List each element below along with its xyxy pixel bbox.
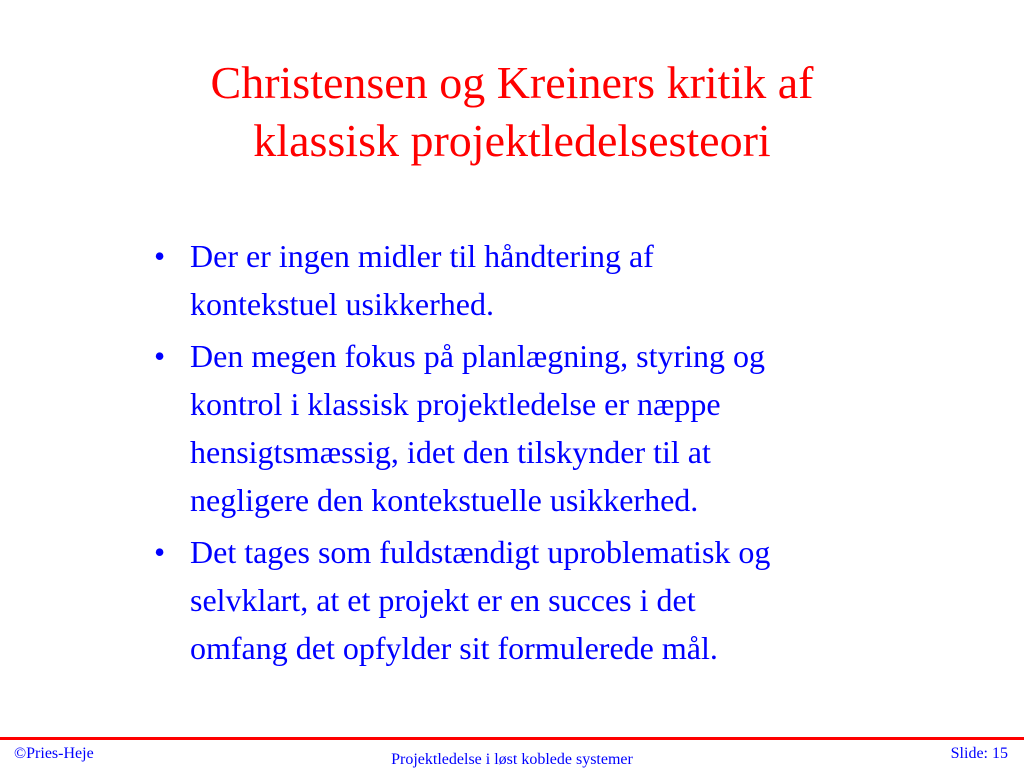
- bullet-text-line: negligere den kontekstuelle usikkerhed.: [190, 482, 699, 518]
- slide-title-line: klassisk projektledelsesteori: [253, 115, 771, 166]
- bullet-item: [150, 232, 940, 328]
- bullet-dot-icon: •: [154, 534, 166, 570]
- bullet-text-line: Der er ingen midler til håndtering af: [190, 238, 654, 274]
- bullet-text-line: kontrol i klassisk projektledelse er næppe: [190, 386, 721, 422]
- slide-title-line: Christensen og Kreiners kritik af: [210, 57, 814, 108]
- bullet-text-line: omfang det opfylder sit formulerede mål.: [190, 630, 718, 666]
- bullet-item: [150, 528, 940, 672]
- footer-course-title: Projektledelse i løst koblede systemer: [391, 751, 633, 768]
- bullet-text-line: Den megen fokus på planlægning, styring og: [190, 338, 766, 374]
- footer-copyright: ©Pries-Heje: [14, 745, 94, 762]
- bullet-text-line: kontekstuel usikkerhed.: [190, 286, 494, 322]
- footer-slide-number: Slide: 15: [950, 745, 1008, 762]
- bullet-text-line: selvklart, at et projekt er en succes i det: [190, 582, 696, 618]
- bullet-dot-icon: •: [154, 238, 166, 274]
- slide-title: [60, 54, 964, 170]
- footer-divider: [0, 737, 1024, 740]
- bullet-item: [150, 332, 940, 524]
- bullet-dot-icon: •: [154, 338, 166, 374]
- bullet-text-line: Det tages som fuldstændigt uproblematisk og: [190, 534, 771, 570]
- bullet-text-line: hensigtsmæssig, idet den tilskynder til at: [190, 434, 711, 470]
- bullet-list: [150, 232, 940, 676]
